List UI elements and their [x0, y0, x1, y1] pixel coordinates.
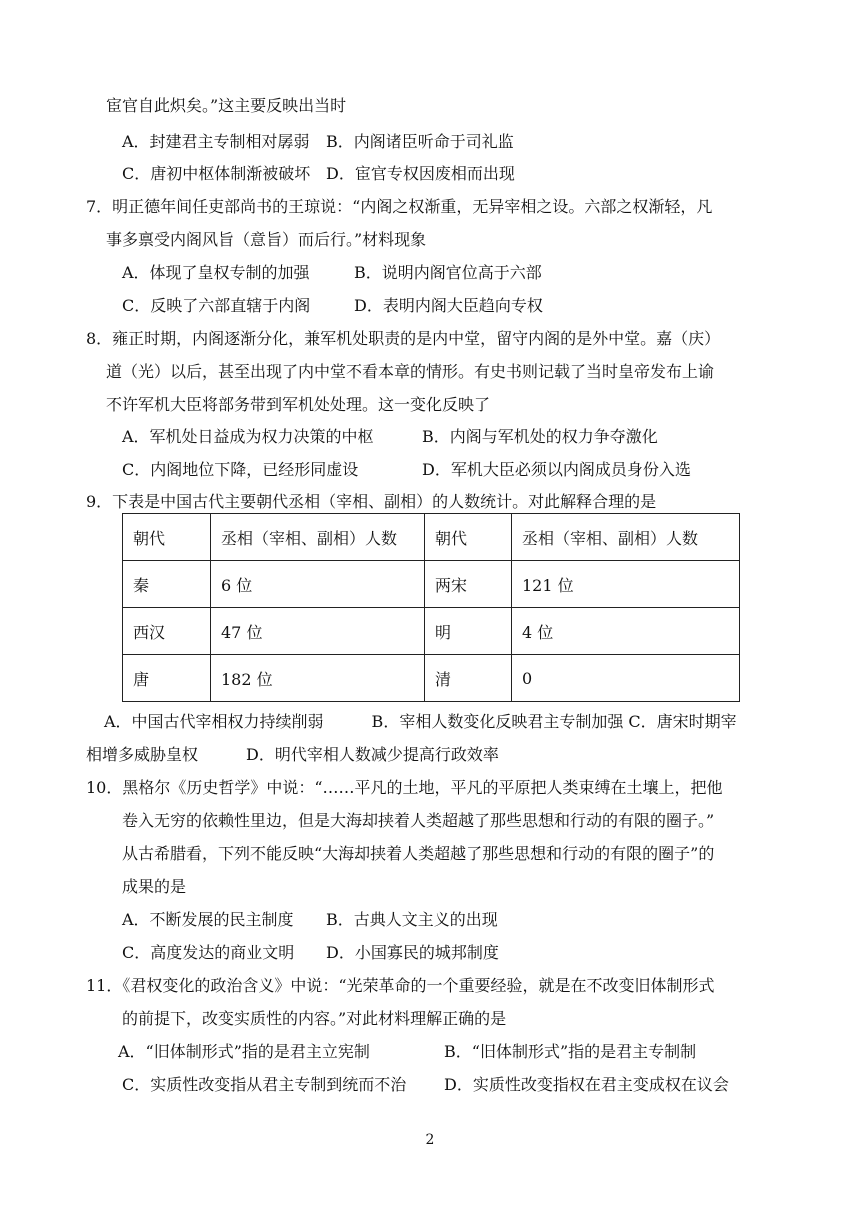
q6-options-row-2: [122, 164, 515, 184]
q6-stem-tail: 宦官自此炽矣。”这主要反映出当时: [106, 96, 347, 115]
q7-options-row-2: [122, 296, 543, 316]
q11-option-a[interactable]: A．“旧体制形式”指的是君主立宪制: [118, 1042, 370, 1061]
table-cell: 182 位: [211, 655, 425, 702]
table-header-cell: 丞相（宰相、副相）人数: [211, 514, 425, 561]
q9-options-line-1[interactable]: A．中国古代宰相权力持续削弱 B．宰相人数变化反映君主专制加强 C．唐宋时期宰: [104, 712, 737, 731]
q10-option-d[interactable]: D．小国寡民的城邦制度: [326, 943, 499, 962]
q10-stem-line-4: 成果的是: [122, 877, 187, 896]
q8-options-row-2: [122, 460, 691, 480]
table-cell: 0: [512, 655, 740, 702]
table-cell: 6 位: [211, 561, 425, 608]
table-cell: 121 位: [512, 561, 740, 608]
table-cell: 清: [425, 655, 512, 702]
q10-stem-line-1: 10．黑格尔《历史哲学》中说：“……平凡的土地，平凡的平原把人类束缚在土壤上，把他: [86, 778, 723, 797]
table-cell: 唐: [123, 655, 211, 702]
table-row: [123, 608, 740, 655]
table-header-row: [123, 514, 740, 561]
q7-options-row-1: [122, 263, 542, 283]
q8-stem-line-3: 不许军机大臣将部务带到军机处处理。这一变化反映了: [106, 395, 491, 414]
q11-option-c[interactable]: C．实质性改变指从君主专制到统而不治: [122, 1075, 407, 1094]
q10-option-b[interactable]: B．古典人文主义的出现: [326, 910, 498, 929]
q7-option-b[interactable]: B．说明内阁官位高于六部: [354, 263, 542, 282]
q11-stem-line-2: 的前提下，改变实质性的内容。”对此材料理解正确的是: [122, 1009, 507, 1028]
table-cell: 秦: [123, 561, 211, 608]
table-cell: 4 位: [512, 608, 740, 655]
table-row: [123, 655, 740, 702]
chancellor-count-table: [122, 513, 740, 702]
table-header-cell: 朝代: [425, 514, 512, 561]
q6-option-d[interactable]: D．宦官专权因废相而出现: [326, 164, 515, 183]
q8-option-b[interactable]: B．内阁与军机处的权力争夺激化: [422, 427, 658, 446]
q8-stem-line-1: 8．雍正时期，内阁逐渐分化，兼军机处职责的是内中堂，留守内阁的是外中堂。嘉（庆）: [86, 329, 721, 348]
q10-stem-line-3: 从古希腊看，下列不能反映“大海却挟着人类超越了那些思想和行动的有限的圈子”的: [122, 844, 715, 863]
q9-stem: 9．下表是中国古代主要朝代丞相（宰相、副相）的人数统计。对此解释合理的是: [86, 492, 657, 511]
q6-option-a[interactable]: A．封建君主专制相对孱弱: [122, 132, 310, 151]
q10-option-a[interactable]: A．不断发展的民主制度: [122, 910, 294, 929]
q8-stem-line-2: 道（光）以后，甚至出现了内中堂不看本章的情形。有史书则记载了当时皇帝发布上谕: [106, 362, 715, 381]
q10-option-c[interactable]: C．高度发达的商业文明: [122, 943, 295, 962]
q6-options-row-1: [122, 132, 514, 152]
q8-options-row-1: [122, 427, 658, 447]
q11-stem-line-1: 11．《君权变化的政治含义》中说：“光荣革命的一个重要经验，就是在不改变旧体制形式: [86, 976, 715, 995]
table-cell: 明: [425, 608, 512, 655]
q8-option-c[interactable]: C．内阁地位下降，已经形同虚设: [122, 460, 359, 479]
table-header-cell: 丞相（宰相、副相）人数: [512, 514, 740, 561]
q6-option-c[interactable]: C．唐初中枢体制渐被破坏: [122, 164, 311, 183]
q11-option-d[interactable]: D．实质性改变指权在君主变成权在议会: [444, 1075, 729, 1094]
q11-options-row-2: [122, 1075, 729, 1095]
q8-option-a[interactable]: A．军机处日益成为权力决策的中枢: [122, 427, 374, 446]
q7-option-d[interactable]: D．表明内阁大臣趋向专权: [354, 296, 543, 315]
table-cell: 47 位: [211, 608, 425, 655]
page-number: 2: [425, 1132, 435, 1148]
table-header-cell: 朝代: [123, 514, 211, 561]
table-cell: 两宋: [425, 561, 512, 608]
q7-option-c[interactable]: C．反映了六部直辖于内阁: [122, 296, 311, 315]
q9-options-line-2[interactable]: 相增多威胁皇权 D．明代宰相人数减少提高行政效率: [86, 745, 499, 764]
table-cell: 西汉: [123, 608, 211, 655]
table-row: [123, 561, 740, 608]
q7-option-a[interactable]: A．体现了皇权专制的加强: [122, 263, 310, 282]
q8-option-d[interactable]: D．军机大臣必须以内阁成员身份入选: [422, 460, 691, 479]
q10-options-row-2: [122, 943, 499, 963]
q11-option-b[interactable]: B．“旧体制形式”指的是君主专制制: [444, 1042, 697, 1061]
q10-options-row-1: [122, 910, 498, 930]
q7-stem-line-2: 事多禀受内阁风旨（意旨）而后行。”材料现象: [106, 230, 427, 249]
q6-option-b[interactable]: B．内阁诸臣听命于司礼监: [326, 132, 514, 151]
q11-options-row-1: [118, 1042, 696, 1062]
q10-stem-line-2: 卷入无穷的依赖性里边，但是大海却挟着人类超越了那些思想和行动的有限的圈子。”: [122, 811, 715, 830]
q7-stem-line-1: 7．明正德年间任吏部尚书的王琼说：“内阁之权渐重，无异宰相之设。六部之权渐轻，凡: [86, 197, 713, 216]
